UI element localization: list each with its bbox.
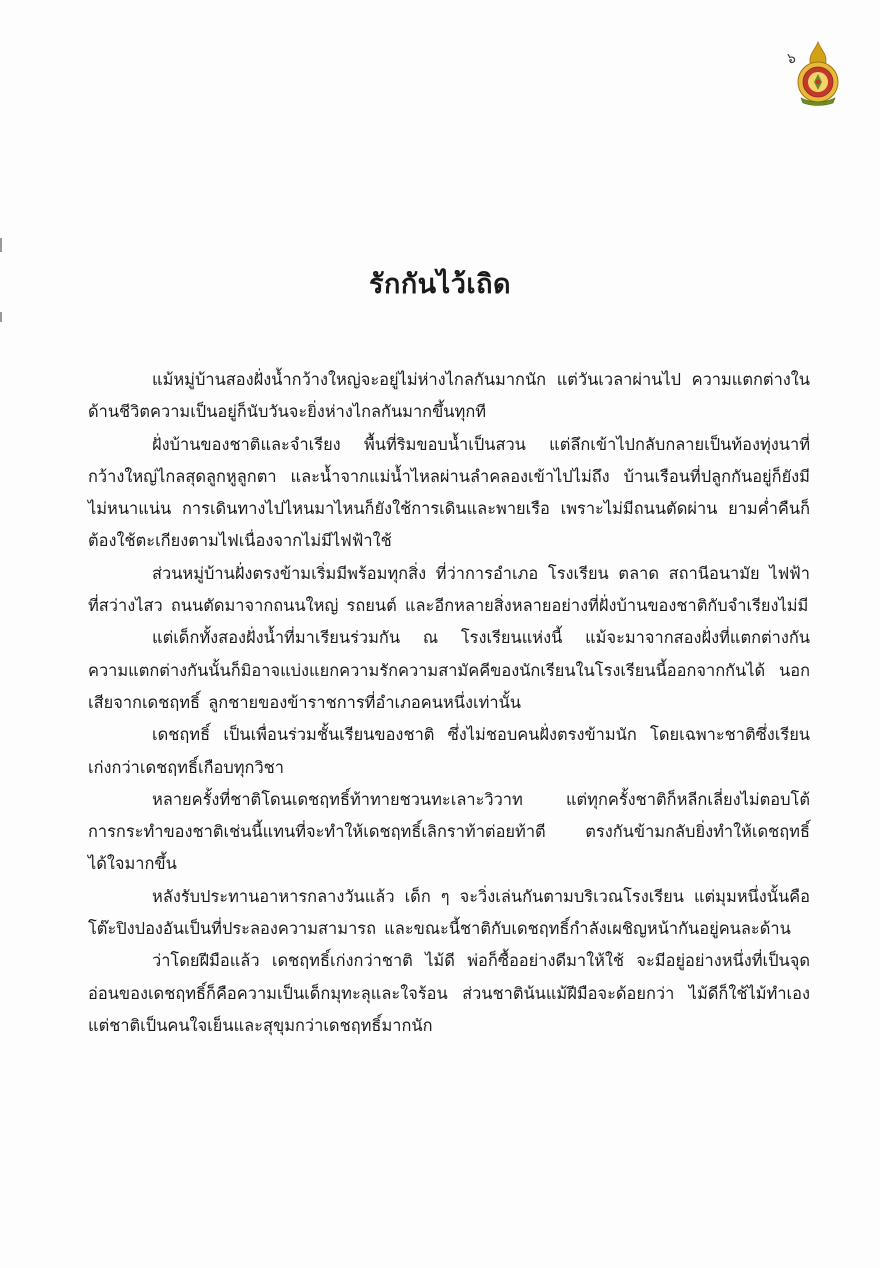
scan-edge-mark [0,238,2,252]
paragraph: ฝั่งบ้านของชาติและจำเรียง พื้นที่ริมขอบน้ำเป็นสวน แต่ลึกเข้าไปกลับกลายเป็นท้องทุ่งนาที่กว้างใหญ่ไกลสุดลูกหูลูกตา และน้ำจากแม่น้ำไหลผ่านลำคลองเข้าไปไม่ถึง บ้านเรือนที่ปลูกกันอยู่ก็ยังมีไม่หนาแน่น การเดินทางไปไหนมาไหนก็ยังใช้การเดินและพายเรือ เพราะไม่มีถนนตัดผ่าน ยามค่ำคืนก็ต้องใช้ตะเกียงตามไฟเนื่องจากไม่มีไฟฟ้าใช้ [88,434,810,551]
paragraph: แต่เด็กทั้งสองฝั่งน้ำที่มาเรียนร่วมกัน ณ โรงเรียนแห่งนี้ แม้จะมาจากสองฝั่งที่แตกต่างกัน ความแตกต่างกันนั้นก็มิอาจแบ่งแยกความรักความสามัคคีของนักเรียนในโรงเรียนนี้ออกจากกันได้ นอกเสียจากเดชฤทธิ์ ลูกชายของข้าราชการที่อำเภอคนหนึ่งเท่านั้น [88,628,810,712]
paragraph: ส่วนหมู่บ้านฝั่งตรงข้ามเริ่มมีพร้อมทุกสิ่ง ที่ว่าการอำเภอ โรงเรียน ตลาด สถานีอนามัย ไฟฟ้าที่สว่างไสว ถนนตัดมาจากถนนใหญ่ รถยนต์ และอีกหลายสิ่งหลายอย่างที่ฝั่งบ้านของชาติกับจำเรียงไม่มี [88,563,810,616]
scan-edge-mark [0,312,2,322]
paragraph: แม้หมู่บ้านสองฝั่งน้ำกว้างใหญ่จะอยู่ไม่ห่างไกลกันมากนัก แต่วันเวลาผ่านไป ความแตกต่างในด้านชีวิตความเป็นอยู่ก็นับวันจะยิ่งห่างไกลกันมากขึ้นทุกที [88,370,810,422]
paragraph: หลายครั้งที่ชาติโดนเดชฤทธิ์ท้าทายชวนทะเลาะวิวาท แต่ทุกครั้งชาติก็หลีกเลี่ยงไม่ตอบโต้ การกระทำของชาติเช่นนี้แทนที่จะทำให้เดชฤทธิ์เลิกราท้าต่อยท้าตี ตรงกันข้ามกลับยิ่งทำให้เดชฤทธิ์ได้ใจมากขึ้น [88,789,810,874]
school-emblem-icon [795,40,841,106]
page-number: ๖ [787,51,796,67]
document-title: รักกันไว้เถิด [368,269,511,301]
paragraph: เดชฤทธิ์ เป็นเพื่อนร่วมชั้นเรียนของชาติ ซึ่งไม่ชอบคนฝั่งตรงข้ามนัก โดยเฉพาะชาติซึ่งเรียนเก่งกว่าเดชฤทธิ์เกือบทุกวิชา [88,725,810,777]
story-body [88,364,810,1042]
paragraph: ว่าโดยฝีมือแล้ว เดชฤทธิ์เก่งกว่าชาติ ไม้ดี พ่อก็ซื้ออย่างดีมาให้ใช้ จะมีอยู่อย่างหนึ่งที่เป็นจุดอ่อนของเดชฤทธิ์ก็คือความเป็นเด็กมุทะลุและใจร้อน ส่วนชาติน้นแม้ฝีมือจะด้อยกว่า ไม้ดีก็ใช้ไม้ทำเอง แต่ชาติเป็นคนใจเย็นและสุขุมกว่าเดชฤทธิ์มากนัก [88,951,810,1035]
paragraph: หลังรับประทานอาหารกลางวันแล้ว เด็ก ๆ จะวิ่งเล่นกันตามบริเวณโรงเรียน แต่มุมหนึ่งนั้นคือโต๊ะปิงปองอันเป็นที่ประลองความสามารถ และขณะนี้ชาติกับเดชฤทธิ์กำลังเผชิญหน้ากันอยู่คนละด้าน [88,886,810,939]
